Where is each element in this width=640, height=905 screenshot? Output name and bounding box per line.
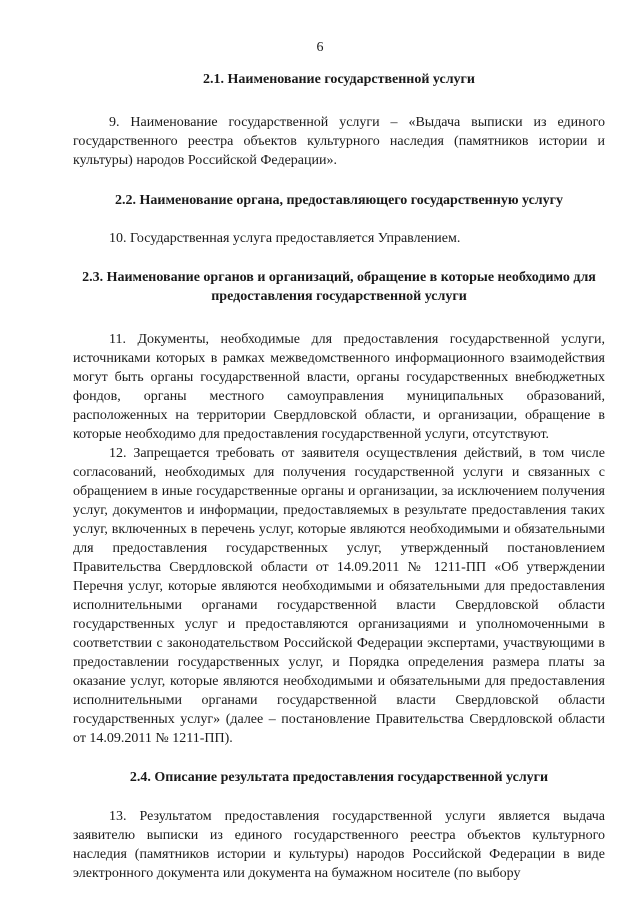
paragraph-9: 9. Наименование государственной услуги – «Выдача выписки из единого государственного реестра объектов культурного наследия (памятников истории и культуры) народов Российской Федерации». (73, 115, 605, 168)
paragraph-12: 12. Запрещается требовать от заявителя осуществления действий, в том числе согласований, необходимых для получения государственной услуги и связанных с обращением в иные государственные органы и организации, за исключением получения услуг, документов и информации, предоставляемых в результате предоставления таких услуг, включенных в перечень услуг, которые являются необходимыми и обязательными для предоставления государственных услуг, утвержденный постановлением Правительства Свердловской области от 14.09.2011 № 1211-ПП «Об утверждении Перечня услуг, которые являются необходимыми и обязательными для предоставления исполнительными органами государственной власти Свердловской области государственных услуг и предоставляются организациями и уполномоченными в соответствии с законодательством Российской Федерации экспертами, участвующими в предоставлении государственных услуг, и Порядка определения размера платы за оказание услуг, которые являются необходимыми и обязательными для предоставления исполнительными органами государственной власти Свердловской области государственных услуг» (далее – постановление Правительства Свердловской области от 14.09.2011 № 1211-ПП). (73, 446, 605, 746)
document-body (73, 62, 605, 883)
section-heading-2-1: 2.1. Наименование государственной услуги (203, 72, 475, 87)
paragraph-10: 10. Государственная услуга предоставляется Управлением. (109, 231, 461, 246)
paragraph-11: 11. Документы, необходимые для предоставления государственной услуги, источниками которых в рамках межведомственного информационного взаимодействия могут быть органы государственной власти, органы государственных внебюджетных фондов, органы местного самоуправления муниципальных образований, расположенных на территории Свердловской области, и организации, обращение в которые необходимо для предоставления государственной услуги, отсутствуют. (73, 332, 605, 442)
section-heading-2-3: 2.3. Наименование органов и организаций, обращение в которые необходимо для предоставления государственной услуги (82, 270, 596, 304)
section-heading-2-2: 2.2. Наименование органа, предоставляющего государственную услугу (114, 193, 564, 208)
page-number: 6 (316, 40, 324, 55)
paragraph-13: 13. Результатом предоставления государственной услуги является выдача заявителю выписки из единого государственного реестра объектов культурного наследия (памятников истории и культуры) народов Российской Федерации в виде электронного документа или документа на бумажном носителе (по выбору (73, 809, 605, 881)
section-heading-2-4: 2.4. Описание результата предоставления государственной услуги (129, 770, 549, 785)
